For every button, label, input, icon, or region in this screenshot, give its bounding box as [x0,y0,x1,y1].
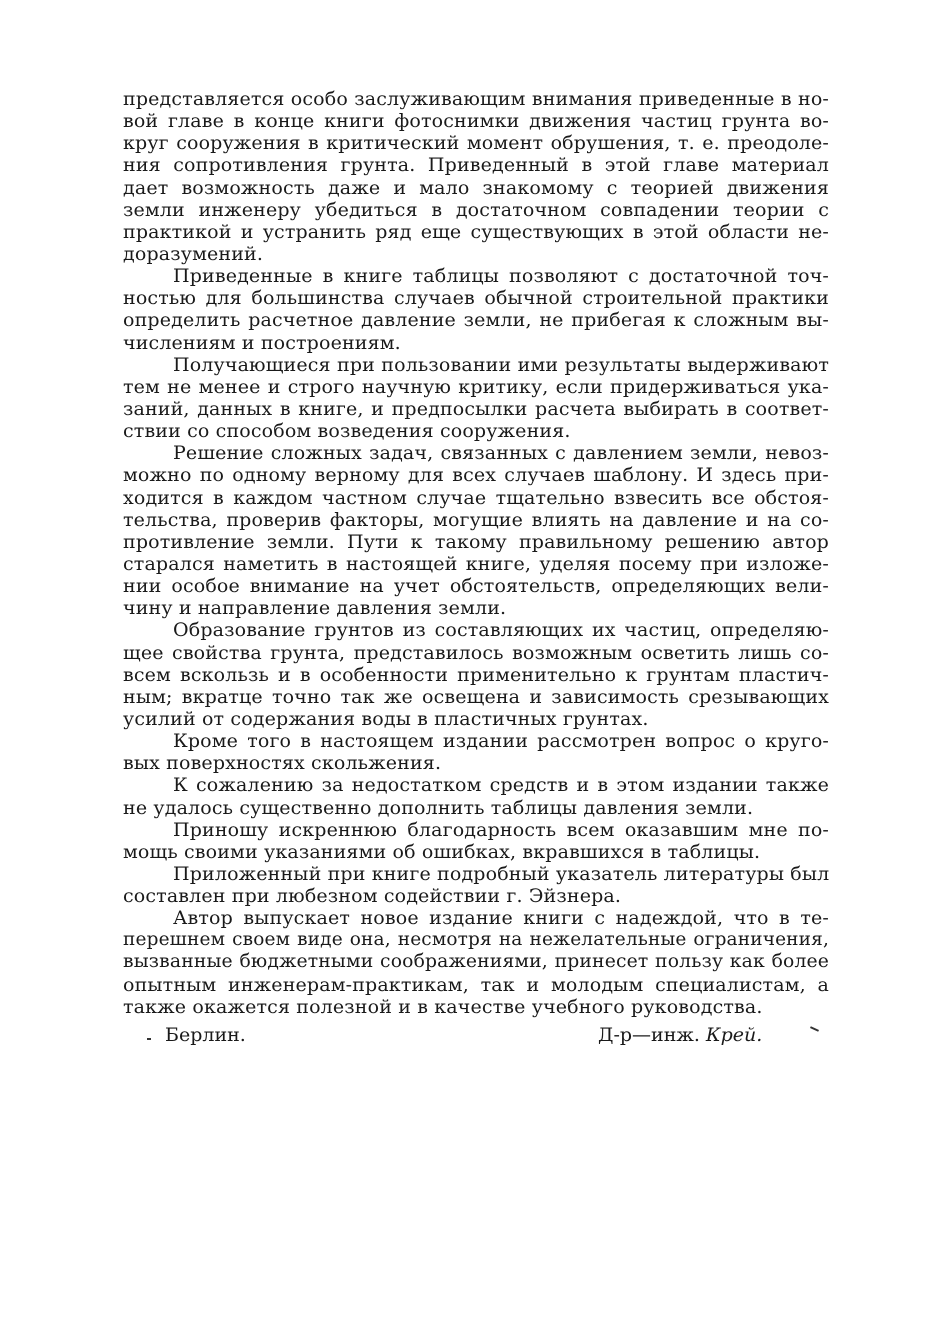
text-line: щее свойства грунта, представилось возможным осветить лишь со- [123,641,829,664]
text-line: Автор выпускает новое издание книги с надеждой, что в те- [173,907,829,930]
text-line: ным; вкратце точно так же освещена и зависимость срезывающих [123,685,829,708]
paragraph [123,819,829,863]
text-line: также окажется полезной и в качестве учебного руководства. [123,995,763,1018]
text-line: вой главе в конце книги фотоснимки движения частиц грунта во- [123,110,829,133]
signature-place: Берлин. [165,1024,246,1046]
text-line: можно по одному верному для всех случаев шаблону. И здесь при- [123,464,829,487]
text-line: Приношу искреннюю благодарность всем оказавшим мне по- [173,818,829,841]
text-line: тем не менее и строго научную критику, если придерживаться ука- [123,375,829,398]
paragraph [123,907,829,1018]
paragraph [123,265,829,354]
signature-name: Крей. [705,1024,763,1046]
text-line: практикой и устранить ряд еще существующих в этой области не- [123,220,829,243]
text-line: Решение сложных задач, связанных с давлением земли, невоз- [173,442,829,465]
preface-text [123,88,829,1018]
text-line: заний, данных в книге, и предпосылки расчета выбирать в соответ- [123,397,829,420]
text-line: доразумений. [123,242,264,265]
text-line: числениям и построениям. [123,331,401,354]
text-line: ходится в каждом частном случае тщательно взвесить все обстоя- [123,486,829,509]
text-line: мощь своими указаниями об ошибках, вкравшихся в таблицы. [123,840,761,863]
signature-title: Д-р—инж. [598,1024,700,1046]
text-line: не удалось существенно дополнить таблицы давления земли. [123,796,754,819]
text-line: Образование грунтов из составляющих их частиц, определяю- [173,619,829,642]
text-line: земли инженеру убедиться в достаточном совпадении теории с [123,198,829,221]
signature-block [0,1024,936,1054]
ink-speck-left [147,1038,151,1040]
text-line: ния сопротивления грунта. Приведенный в этой главе материал [123,154,829,177]
signature-author [598,1024,762,1046]
text-line: Получающиеся при пользовании ими результаты выдерживают [173,353,829,376]
text-line: вых поверхностях скольжения. [123,752,442,775]
text-line: Приведенные в книге таблицы позволяют с достаточной точ- [173,265,829,288]
paragraph [123,354,829,443]
text-line: нии особое внимание на учет обстоятельств, определяющих вели- [123,575,829,598]
text-line: ствии со способом возведения сооружения. [123,420,571,443]
paragraph [123,442,829,619]
text-line: представляется особо заслуживающим внимания приведенные в но- [123,88,829,110]
text-line: К сожалению за недостатком средств и в этом издании также [173,774,829,797]
text-line: Приложенный при книге подробный указатель литературы был [173,862,830,885]
text-line: перешнем своем виде она, несмотря на нежелательные ограничения, [123,929,829,951]
paragraph [123,863,829,907]
text-line: тельства, проверив факторы, могущие влиять на давление и на со- [123,508,829,531]
text-line: противление земли. Пути к такому правильному решению автор [123,530,829,553]
text-line: дает возможность даже и мало знакомому с теорией движения [123,176,829,199]
text-line: вызванные бюджетными соображениями, принесет пользу как более [123,951,829,973]
text-line: Кроме того в настоящем издании рассмотрен вопрос о круго- [173,730,829,753]
text-line: круг сооружения в критический момент обрушения, т. е. преодоле- [123,132,829,155]
text-line: ностью для большинства случаев обычной строительной практики [123,287,829,310]
text-line: усилий от содержания воды в пластичных грунтах. [123,707,649,730]
text-line: всем вскользь и в особенности применительно к грунтам пластич- [123,663,829,686]
text-line: опытным инженерам-практикам, так и молодым специалистам, а [123,973,829,996]
paragraph [123,619,829,730]
paragraph [123,88,829,265]
text-line: определить расчетное давление земли, не прибегая к сложным вы- [123,309,829,332]
paragraph [123,774,829,818]
text-line: чину и направление давления земли. [123,597,507,620]
text-line: старался наметить в настоящей книге, уделяя посему при изложе- [123,552,829,575]
text-line: составлен при любезном содействии г. Эйзнера. [123,885,622,908]
paragraph [123,730,829,774]
